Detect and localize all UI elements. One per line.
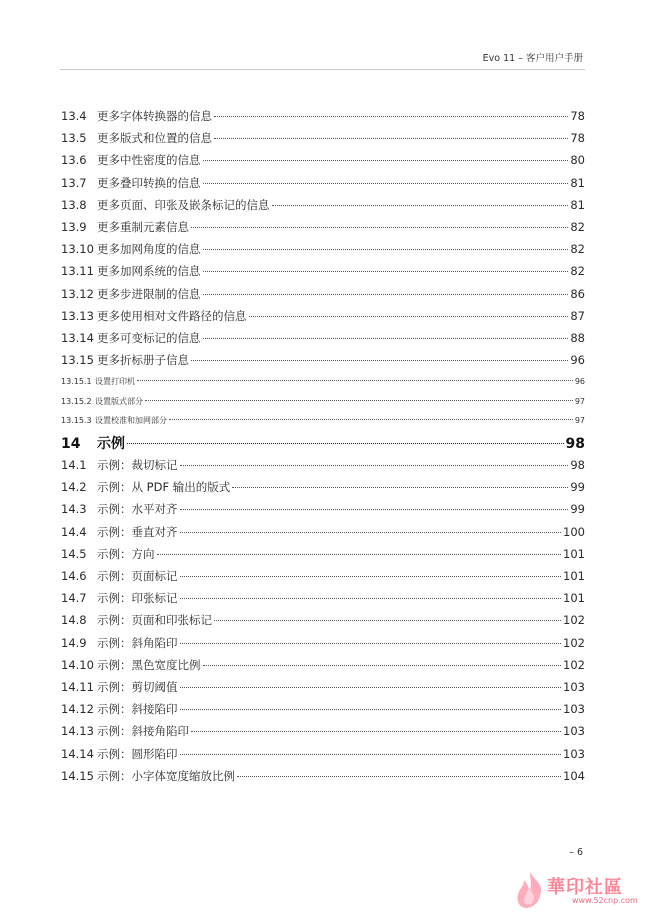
dot-leader bbox=[145, 399, 573, 401]
watermark-logo bbox=[510, 868, 645, 913]
toc-entry-page: 101 bbox=[563, 591, 585, 606]
toc-entry-number: 13.15 bbox=[61, 353, 94, 368]
toc-entry-page: 103 bbox=[563, 679, 585, 694]
dot-leader bbox=[191, 730, 561, 732]
toc-entry-page: 103 bbox=[563, 702, 585, 717]
toc-entry-page: 101 bbox=[563, 568, 585, 583]
toc-entry-number: 13.7 bbox=[61, 175, 87, 190]
toc-entry-title: 更多加网角度的信息 bbox=[97, 242, 201, 257]
toc-entry[interactable] bbox=[61, 457, 585, 473]
dot-leader bbox=[180, 508, 569, 510]
header-rule bbox=[60, 69, 585, 70]
toc-entry[interactable] bbox=[61, 352, 585, 368]
toc-entry-title: 示例：页面标记 bbox=[97, 568, 178, 583]
toc-entry-number: 13.8 bbox=[61, 197, 87, 212]
dot-leader bbox=[203, 664, 562, 666]
toc-entry-number: 14.10 bbox=[61, 657, 94, 672]
toc-entry[interactable] bbox=[61, 723, 585, 739]
toc-entry[interactable] bbox=[61, 376, 585, 387]
toc-entry-title: 示例：水平对齐 bbox=[97, 502, 178, 517]
toc-entry-page: 97 bbox=[574, 396, 585, 406]
dot-leader bbox=[203, 270, 569, 272]
toc-entry-page: 81 bbox=[570, 197, 585, 212]
toc-entry[interactable] bbox=[61, 635, 585, 651]
toc-entry-number: 14.12 bbox=[61, 702, 94, 717]
toc-entry-page: 78 bbox=[570, 131, 585, 146]
toc-entry-number: 14.2 bbox=[61, 480, 87, 495]
toc-entry-number: 14.14 bbox=[61, 746, 94, 761]
toc-entry-title: 更多中性密度的信息 bbox=[97, 153, 201, 168]
toc-entry-page: 81 bbox=[570, 175, 585, 190]
toc-entry-page: 87 bbox=[570, 308, 585, 323]
toc-entry-title: 更多使用相对文件路径的信息 bbox=[97, 308, 247, 323]
dot-leader bbox=[137, 379, 573, 381]
dot-leader bbox=[180, 531, 562, 533]
toc-entry[interactable] bbox=[61, 546, 585, 562]
toc-entry-title: 设置版式部分 bbox=[95, 396, 143, 406]
dot-leader bbox=[214, 137, 568, 139]
toc-entry-title: 设置打印机 bbox=[95, 377, 135, 387]
toc-entry-title: 示例：小字体宽度缩放比例 bbox=[97, 768, 235, 783]
toc-entry-title: 示例：斜角陷印 bbox=[97, 635, 178, 650]
toc-entry-page: 101 bbox=[563, 546, 585, 561]
dot-leader bbox=[214, 115, 568, 117]
toc-entry-title: 示例：斜接陷印 bbox=[97, 702, 178, 717]
dot-leader bbox=[157, 553, 562, 555]
toc-entry-number: 14.11 bbox=[61, 679, 94, 694]
watermark-url: www.52cnp.com bbox=[572, 896, 638, 905]
toc-entry-title: 更多步进限制的信息 bbox=[97, 286, 201, 301]
toc-entry-title: 更多折标册子信息 bbox=[97, 353, 189, 368]
toc-entry-number: 14.9 bbox=[61, 635, 87, 650]
toc-entry-number: 14 bbox=[61, 435, 81, 452]
toc-entry[interactable] bbox=[61, 152, 585, 168]
toc-entry-title: 示例：方向 bbox=[97, 546, 155, 561]
toc-entry-number: 13.15.2 bbox=[61, 396, 92, 406]
toc-entry-title: 更多版式和位置的信息 bbox=[97, 131, 212, 146]
toc-entry-page: 88 bbox=[570, 331, 585, 345]
dot-leader bbox=[180, 753, 562, 755]
watermark-text: 華印社區 bbox=[547, 877, 623, 898]
toc-entry[interactable] bbox=[61, 286, 585, 302]
toc-entry[interactable] bbox=[61, 396, 585, 407]
toc-entry-title: 示例：剪切阈值 bbox=[97, 679, 178, 694]
toc-entry-page: 86 bbox=[570, 286, 585, 301]
toc-entry-title: 示例：印张标记 bbox=[97, 591, 178, 606]
toc-entry-title: 示例：垂直对齐 bbox=[97, 524, 178, 539]
dot-leader bbox=[180, 708, 562, 710]
toc-entry-number: 13.11 bbox=[61, 264, 94, 279]
dot-leader bbox=[191, 226, 568, 228]
toc-entry-page: 78 bbox=[570, 109, 585, 123]
toc-entry[interactable] bbox=[61, 130, 585, 146]
toc-entry[interactable] bbox=[61, 479, 585, 495]
toc-entry-title: 更多可变标记的信息 bbox=[97, 331, 201, 345]
dot-leader bbox=[272, 204, 569, 206]
flame-logo-icon bbox=[510, 868, 550, 913]
toc-entry-title: 示例：裁切标记 bbox=[97, 457, 178, 472]
toc-entry[interactable] bbox=[61, 612, 585, 628]
toc-entry-page: 102 bbox=[563, 657, 585, 672]
toc-entry-page: 82 bbox=[570, 242, 585, 257]
running-header: Evo 11 – 客户用户手册 bbox=[482, 53, 583, 64]
toc-entry-page: 103 bbox=[563, 724, 585, 739]
toc-entry[interactable] bbox=[61, 701, 585, 717]
toc-entry-title: 设置校准和加网部分 bbox=[95, 416, 167, 426]
page-number: – 6 bbox=[569, 847, 583, 858]
dot-leader bbox=[180, 597, 562, 599]
toc-entry-page: 100 bbox=[563, 524, 585, 539]
toc-entry[interactable] bbox=[61, 501, 585, 517]
toc-entry[interactable] bbox=[61, 241, 585, 257]
toc-entry[interactable] bbox=[61, 330, 585, 346]
toc-entry-number: 14.5 bbox=[61, 546, 87, 561]
toc-entry-number: 13.4 bbox=[61, 109, 87, 123]
toc-entry-title: 示例：黑色宽度比例 bbox=[97, 657, 201, 672]
toc-entry-title: 示例：斜接角陷印 bbox=[97, 724, 189, 739]
toc-entry-number: 14.7 bbox=[61, 591, 87, 606]
dot-leader bbox=[191, 359, 568, 361]
dot-leader bbox=[232, 486, 568, 488]
dot-leader bbox=[203, 248, 569, 250]
toc-entry-title: 更多重制元素信息 bbox=[97, 220, 189, 234]
toc-entry[interactable] bbox=[61, 219, 585, 235]
toc-entry-number: 13.9 bbox=[61, 220, 87, 234]
toc-entry-page: 98 bbox=[565, 435, 585, 452]
toc-entry-page: 80 bbox=[570, 153, 585, 168]
toc-entry[interactable] bbox=[61, 433, 585, 453]
toc-entry-title: 示例：圆形陷印 bbox=[97, 746, 178, 761]
toc-entry[interactable] bbox=[61, 568, 585, 584]
toc-entry[interactable] bbox=[61, 415, 585, 426]
toc-entry-number: 14.8 bbox=[61, 613, 87, 628]
toc-entry-number: 14.3 bbox=[61, 502, 87, 517]
toc-entry-page: 96 bbox=[574, 377, 585, 387]
toc-entry-page: 96 bbox=[570, 353, 585, 368]
toc-entry[interactable] bbox=[61, 746, 585, 762]
toc-entry[interactable] bbox=[61, 768, 585, 784]
dot-leader bbox=[203, 182, 569, 184]
toc-entry-page: 104 bbox=[563, 768, 585, 783]
toc-entry-page: 82 bbox=[570, 264, 585, 279]
dot-leader bbox=[180, 642, 562, 644]
toc-entry-title: 更多字体转换器的信息 bbox=[97, 109, 212, 123]
dot-leader bbox=[180, 686, 562, 688]
toc-entry-number: 14.6 bbox=[61, 568, 87, 583]
toc-entry-title: 更多页面、印张及嵌条标记的信息 bbox=[97, 197, 270, 212]
dot-leader bbox=[237, 775, 561, 777]
toc-entry[interactable] bbox=[61, 175, 585, 191]
toc-entry-title: 更多加网系统的信息 bbox=[97, 264, 201, 279]
toc-entry-number: 13.15.3 bbox=[61, 416, 92, 426]
toc-entry[interactable] bbox=[61, 308, 585, 324]
toc-entry-number: 14.1 bbox=[61, 457, 87, 472]
toc-entry-page: 99 bbox=[570, 480, 585, 495]
toc-entry[interactable] bbox=[61, 590, 585, 606]
dot-leader bbox=[214, 619, 561, 621]
toc-entry-page: 97 bbox=[574, 416, 585, 426]
toc-entry-number: 14.15 bbox=[61, 768, 94, 783]
toc-entry-number: 13.12 bbox=[61, 286, 94, 301]
toc-entry-number: 13.6 bbox=[61, 153, 87, 168]
dot-leader bbox=[203, 293, 569, 295]
toc-entry-title: 示例 bbox=[97, 435, 125, 452]
dot-leader bbox=[249, 315, 569, 317]
toc-entry[interactable] bbox=[61, 524, 585, 540]
dot-leader bbox=[180, 464, 569, 466]
dot-leader bbox=[203, 337, 569, 339]
toc-entry-page: 102 bbox=[563, 635, 585, 650]
toc-entry-number: 13.15.1 bbox=[61, 377, 92, 387]
toc-entry-number: 14.13 bbox=[61, 724, 94, 739]
toc-entry-page: 102 bbox=[563, 613, 585, 628]
toc-entry-number: 13.13 bbox=[61, 308, 94, 323]
toc-entry[interactable] bbox=[61, 108, 585, 124]
toc-entry[interactable] bbox=[61, 197, 585, 213]
toc-entry-title: 更多叠印转换的信息 bbox=[97, 175, 201, 190]
toc-entry-title: 示例：页面和印张标记 bbox=[97, 613, 212, 628]
toc-entry-page: 103 bbox=[563, 746, 585, 761]
toc-entry-title: 示例：从 PDF 输出的版式 bbox=[97, 480, 231, 495]
toc-entry-number: 13.14 bbox=[61, 331, 94, 345]
toc-entry-number: 14.4 bbox=[61, 524, 87, 539]
dot-leader bbox=[203, 159, 569, 161]
toc-entry-page: 82 bbox=[570, 220, 585, 234]
dot-leader bbox=[169, 418, 573, 420]
toc-entry-page: 99 bbox=[570, 502, 585, 517]
toc-entry[interactable] bbox=[61, 679, 585, 695]
toc-entry-number: 13.10 bbox=[61, 242, 94, 257]
toc-entry[interactable] bbox=[61, 657, 585, 673]
dot-leader bbox=[180, 575, 562, 577]
toc-entry[interactable] bbox=[61, 263, 585, 279]
toc-entry-page: 98 bbox=[570, 457, 585, 472]
toc-entry-number: 13.5 bbox=[61, 131, 87, 146]
dot-leader bbox=[127, 442, 564, 444]
